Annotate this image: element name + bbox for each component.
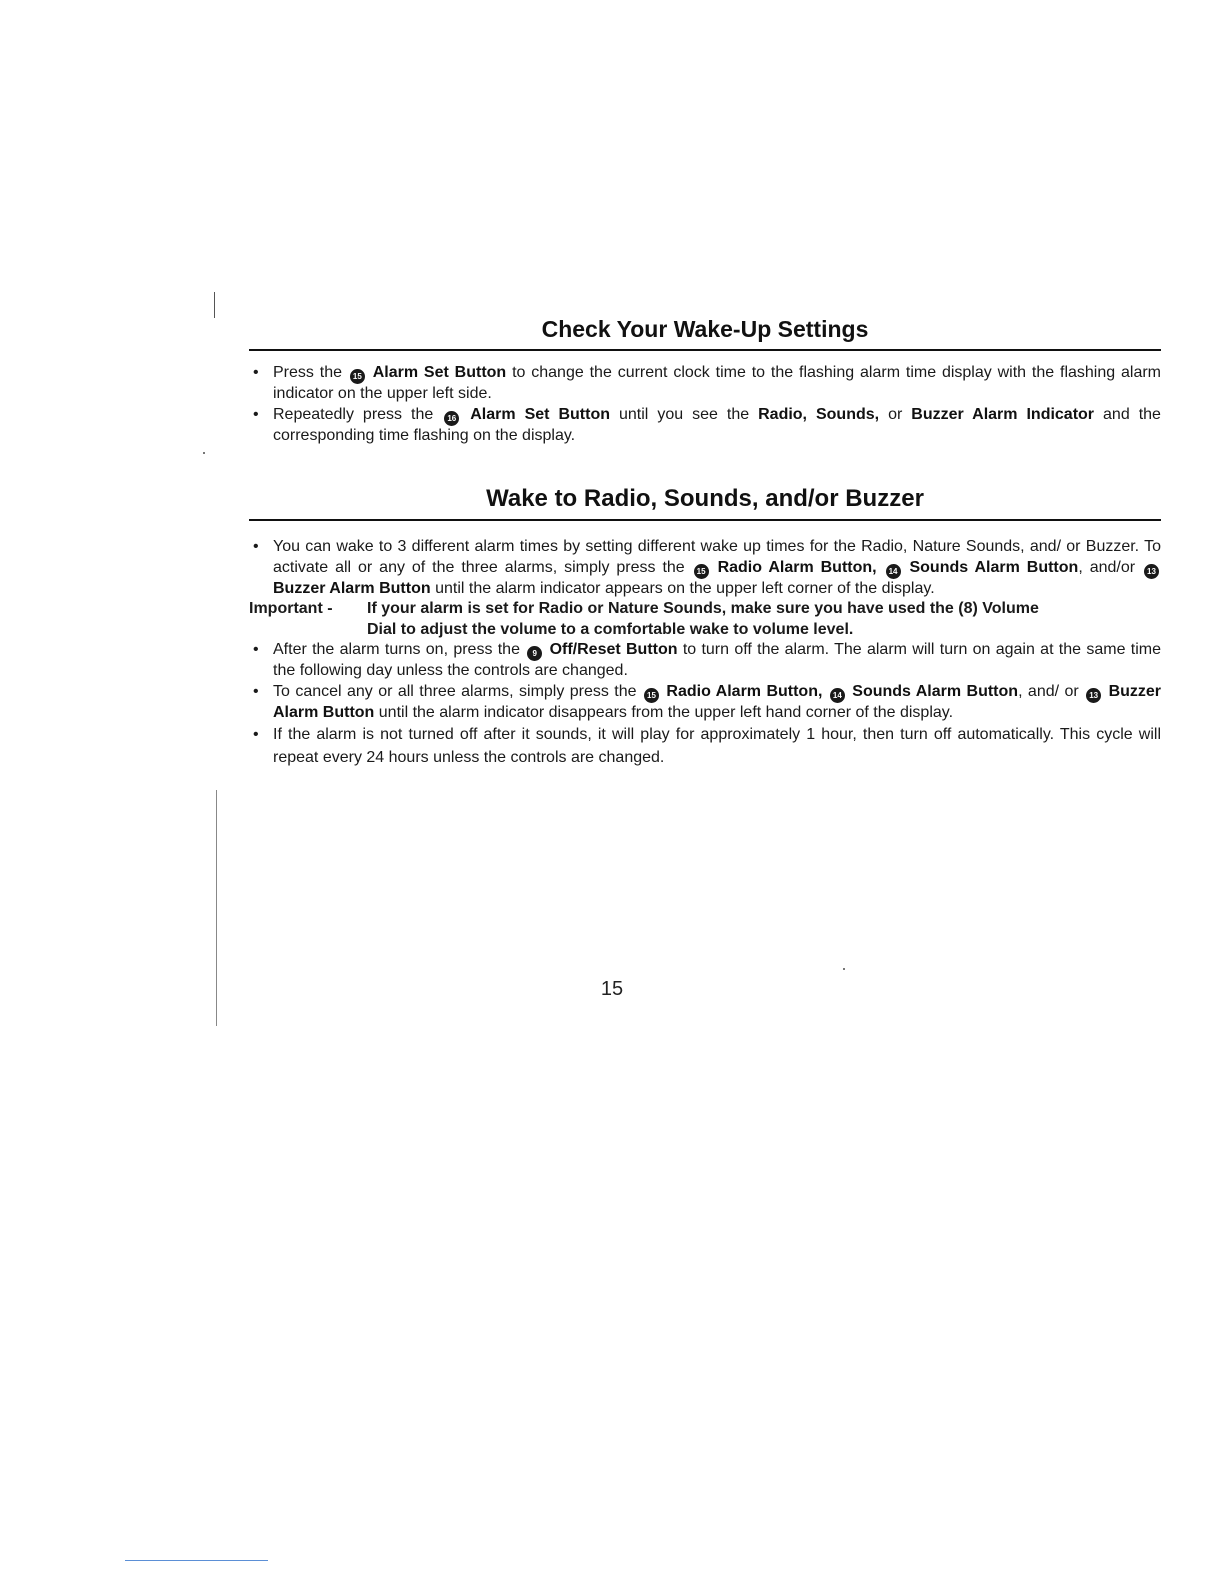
button-number-badge: 9 — [527, 646, 542, 661]
section-title: Check Your Wake-Up Settings — [249, 314, 1161, 351]
scan-artifact-dot — [203, 452, 205, 454]
wake-up-settings-section — [249, 314, 1161, 446]
button-number-badge: 13 — [1144, 564, 1159, 579]
button-number-badge: 16 — [444, 411, 459, 426]
important-label: Important - — [249, 600, 333, 617]
list-item: • If the alarm is not turned off after it sounds, it will play for approximately 1 hour, then turn off automatically. This cycle will repeat every 24 hours unless the controls are changed. — [249, 723, 1161, 769]
list-item: • You can wake to 3 different alarm times by setting different wake up times for the Radio, Nature Sounds, and/ or Buzzer. To activate all or any of the three alarms, simply press the 15 Radio Alarm Button, 14 Sounds Alarm Button, and/or 13 Buzzer Alarm Button until the alarm indicator appears on the upper left corner of the display. — [249, 537, 1161, 599]
button-number-badge: 15 — [350, 369, 365, 384]
footer-rule — [125, 1560, 268, 1561]
scan-artifact-dot — [843, 968, 845, 970]
button-number-badge: 15 — [644, 688, 659, 703]
indicator-name: Radio, Sounds, — [758, 405, 880, 423]
button-name: Off/Reset Button — [549, 641, 678, 658]
page-number: 15 — [600, 978, 624, 1000]
button-name: Alarm Set Button — [470, 405, 610, 423]
indicator-name: Buzzer Alarm Indicator — [911, 405, 1095, 423]
button-name: Sounds Alarm Button — [909, 558, 1079, 576]
important-text: If your alarm is set for Radio or Nature Sounds, make sure you have used the (8) Volume — [367, 600, 1039, 617]
button-name: Sounds Alarm Button — [852, 682, 1019, 700]
button-name: Alarm Set Button — [372, 364, 507, 381]
scan-artifact-line — [214, 292, 215, 318]
button-name: Buzzer Alarm Button — [273, 579, 431, 597]
bullet-list — [249, 537, 1161, 599]
bullet-list — [249, 363, 1161, 446]
button-name: Buzzer Alarm Button — [273, 682, 1162, 721]
bullet-list — [249, 640, 1161, 769]
button-number-badge: 15 — [694, 564, 709, 579]
button-name: Radio Alarm Button, — [666, 682, 823, 700]
button-name: Radio Alarm Button, — [717, 558, 877, 576]
list-item: • Press the 15 Alarm Set Button to change the current clock time to the flashing alarm time display with the flashing alarm indicator on the upper left side. — [249, 363, 1161, 405]
list-item: • After the alarm turns on, press the 9 Off/Reset Button to turn off the alarm. The alarm will turn on again at the same time the following day unless the controls are changed. — [249, 640, 1161, 682]
important-note — [249, 599, 1161, 640]
section-title: Wake to Radio, Sounds, and/or Buzzer — [249, 484, 1161, 521]
important-text: Dial to adjust the volume to a comfortable wake to volume level. — [367, 620, 854, 638]
wake-to-radio-section — [249, 484, 1161, 769]
list-item: • Repeatedly press the 16 Alarm Set Button until you see the Radio, Sounds, or Buzzer Alarm Indicator and the corresponding time flashing on the display. — [249, 405, 1161, 447]
button-number-badge: 13 — [1086, 688, 1101, 703]
list-item: • To cancel any or all three alarms, simply press the 15 Radio Alarm Button, 14 Sounds Alarm Button, and/ or 13 Buzzer Alarm Button until the alarm indicator disappears from the upper left hand corner of the display. — [249, 682, 1161, 724]
button-number-badge: 14 — [830, 688, 845, 703]
manual-page-content — [249, 314, 1161, 769]
button-number-badge: 14 — [886, 564, 901, 579]
